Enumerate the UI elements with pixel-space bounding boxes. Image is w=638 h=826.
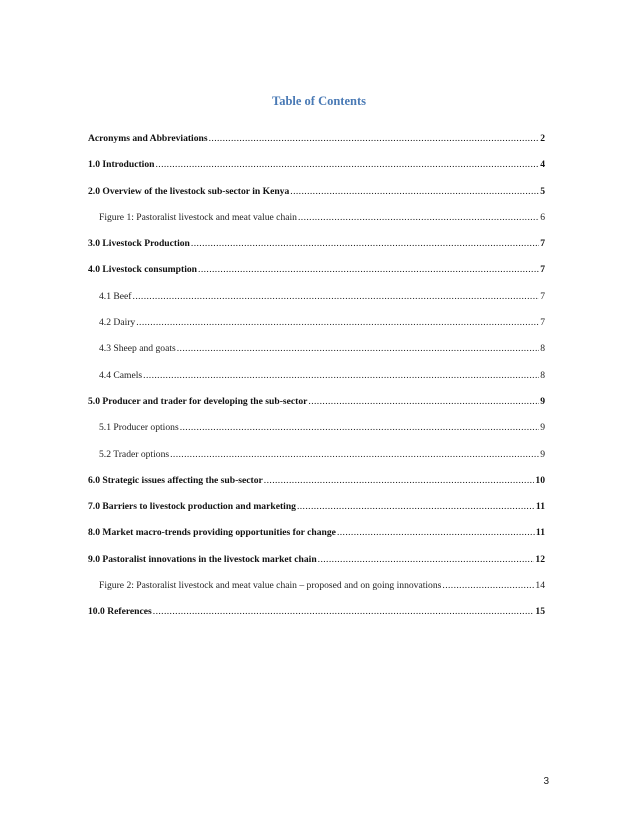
toc-entry-market-macro-trends[interactable] bbox=[88, 527, 545, 553]
toc-entry-livestock-production[interactable] bbox=[88, 238, 545, 264]
toc-entry-page: 7 bbox=[540, 264, 545, 276]
dot-leader bbox=[198, 264, 539, 275]
toc-entry-page: 2 bbox=[540, 133, 545, 144]
toc-entry-page: 14 bbox=[535, 580, 545, 592]
toc-entry-label: 9.0 Pastoralist innovations in the livestock market chain bbox=[88, 553, 317, 565]
dot-leader bbox=[153, 606, 535, 617]
toc-entry-camels[interactable] bbox=[88, 370, 545, 396]
toc-entry-page: 8 bbox=[540, 343, 545, 355]
dot-leader bbox=[191, 238, 539, 249]
toc-entry-overview[interactable] bbox=[88, 186, 545, 212]
dot-leader bbox=[177, 343, 539, 354]
toc-entry-page: 7 bbox=[540, 238, 545, 250]
toc-entry-page: 12 bbox=[535, 553, 545, 565]
dot-leader bbox=[209, 133, 540, 144]
dot-leader bbox=[133, 291, 540, 302]
toc-entry-label: 5.1 Producer options bbox=[99, 422, 179, 434]
toc-entry-label: 6.0 Strategic issues affecting the sub-sector bbox=[88, 474, 263, 486]
toc-entry-page: 7 bbox=[540, 290, 545, 302]
toc-entry-label: 3.0 Livestock Production bbox=[88, 238, 190, 250]
toc-entry-page: 15 bbox=[535, 606, 545, 618]
dot-leader bbox=[337, 527, 535, 538]
toc-entry-label: 4.1 Beef bbox=[99, 290, 132, 302]
toc-entry-label: Figure 1: Pastoralist livestock and meat value chain bbox=[99, 211, 297, 223]
toc-entry-page: 9 bbox=[540, 395, 545, 407]
dot-leader bbox=[318, 554, 535, 565]
toc-entry-beef[interactable] bbox=[88, 291, 545, 317]
toc-entry-livestock-consumption[interactable] bbox=[88, 264, 545, 290]
toc-entry-label: 4.2 Dairy bbox=[99, 317, 136, 329]
toc-entry-label: Figure 2: Pastoralist livestock and meat value chain – proposed and on going innovations bbox=[99, 580, 442, 592]
toc-entry-producer-and-trader[interactable] bbox=[88, 396, 545, 422]
toc-entry-label: 8.0 Market macro-trends providing opportunities for change bbox=[88, 527, 336, 539]
toc-entry-label: 1.0 Introduction bbox=[88, 159, 155, 171]
toc-entry-figure-1[interactable] bbox=[88, 212, 545, 238]
toc-entry-page: 11 bbox=[535, 501, 545, 513]
toc-entry-references[interactable] bbox=[88, 606, 545, 632]
toc-entry-label: 4.0 Livestock consumption bbox=[88, 264, 198, 276]
toc-entry-pastoralist-innovations[interactable] bbox=[88, 554, 545, 580]
toc-entry-page: 5 bbox=[540, 185, 545, 197]
toc-list bbox=[88, 133, 545, 633]
toc-entry-sheep-and-goats[interactable] bbox=[88, 343, 545, 369]
dot-leader bbox=[136, 317, 539, 328]
toc-entry-strategic-issues[interactable] bbox=[88, 475, 545, 501]
toc-entry-page: 7 bbox=[540, 317, 545, 329]
dot-leader bbox=[170, 449, 539, 460]
toc-title: Table of Contents bbox=[272, 94, 366, 108]
toc-entry-label: 4.3 Sheep and goats bbox=[99, 343, 176, 355]
toc-entry-label: 7.0 Barriers to livestock production and marketing bbox=[88, 501, 296, 513]
toc-entry-producer-options[interactable] bbox=[88, 422, 545, 448]
dot-leader bbox=[155, 159, 539, 170]
toc-entry-page: 8 bbox=[540, 369, 545, 381]
dot-leader bbox=[143, 370, 539, 381]
dot-leader bbox=[308, 396, 539, 407]
dot-leader bbox=[290, 186, 539, 197]
toc-entry-label: 5.2 Trader options bbox=[99, 448, 170, 460]
toc-entry-introduction[interactable] bbox=[88, 159, 545, 185]
toc-entry-page: 6 bbox=[540, 211, 545, 223]
dot-leader bbox=[442, 580, 534, 591]
toc-entry-label: 2.0 Overview of the livestock sub-sector in Kenya bbox=[88, 185, 290, 197]
toc-entry-page: 10 bbox=[535, 474, 545, 486]
toc-entry-page: 4 bbox=[540, 159, 545, 171]
dot-leader bbox=[298, 212, 539, 223]
toc-entry-page: 9 bbox=[540, 448, 545, 460]
toc-entry-acronyms[interactable] bbox=[88, 133, 545, 159]
toc-entry-barriers[interactable] bbox=[88, 501, 545, 527]
dot-leader bbox=[180, 422, 540, 433]
dot-leader bbox=[264, 475, 535, 486]
toc-entry-figure-2[interactable] bbox=[88, 580, 545, 606]
page-number: 3 bbox=[543, 776, 549, 787]
toc-entry-page: 9 bbox=[540, 422, 545, 434]
toc-entry-label: Acronyms and Abbreviations bbox=[88, 133, 208, 144]
toc-entry-label: 4.4 Camels bbox=[99, 369, 143, 381]
toc-entry-trader-options[interactable] bbox=[88, 449, 545, 475]
dot-leader bbox=[297, 501, 535, 512]
toc-entry-page: 11 bbox=[535, 527, 545, 539]
toc-entry-label: 5.0 Producer and trader for developing the sub-sector bbox=[88, 395, 308, 407]
toc-entry-dairy[interactable] bbox=[88, 317, 545, 343]
toc-entry-label: 10.0 References bbox=[88, 606, 152, 618]
